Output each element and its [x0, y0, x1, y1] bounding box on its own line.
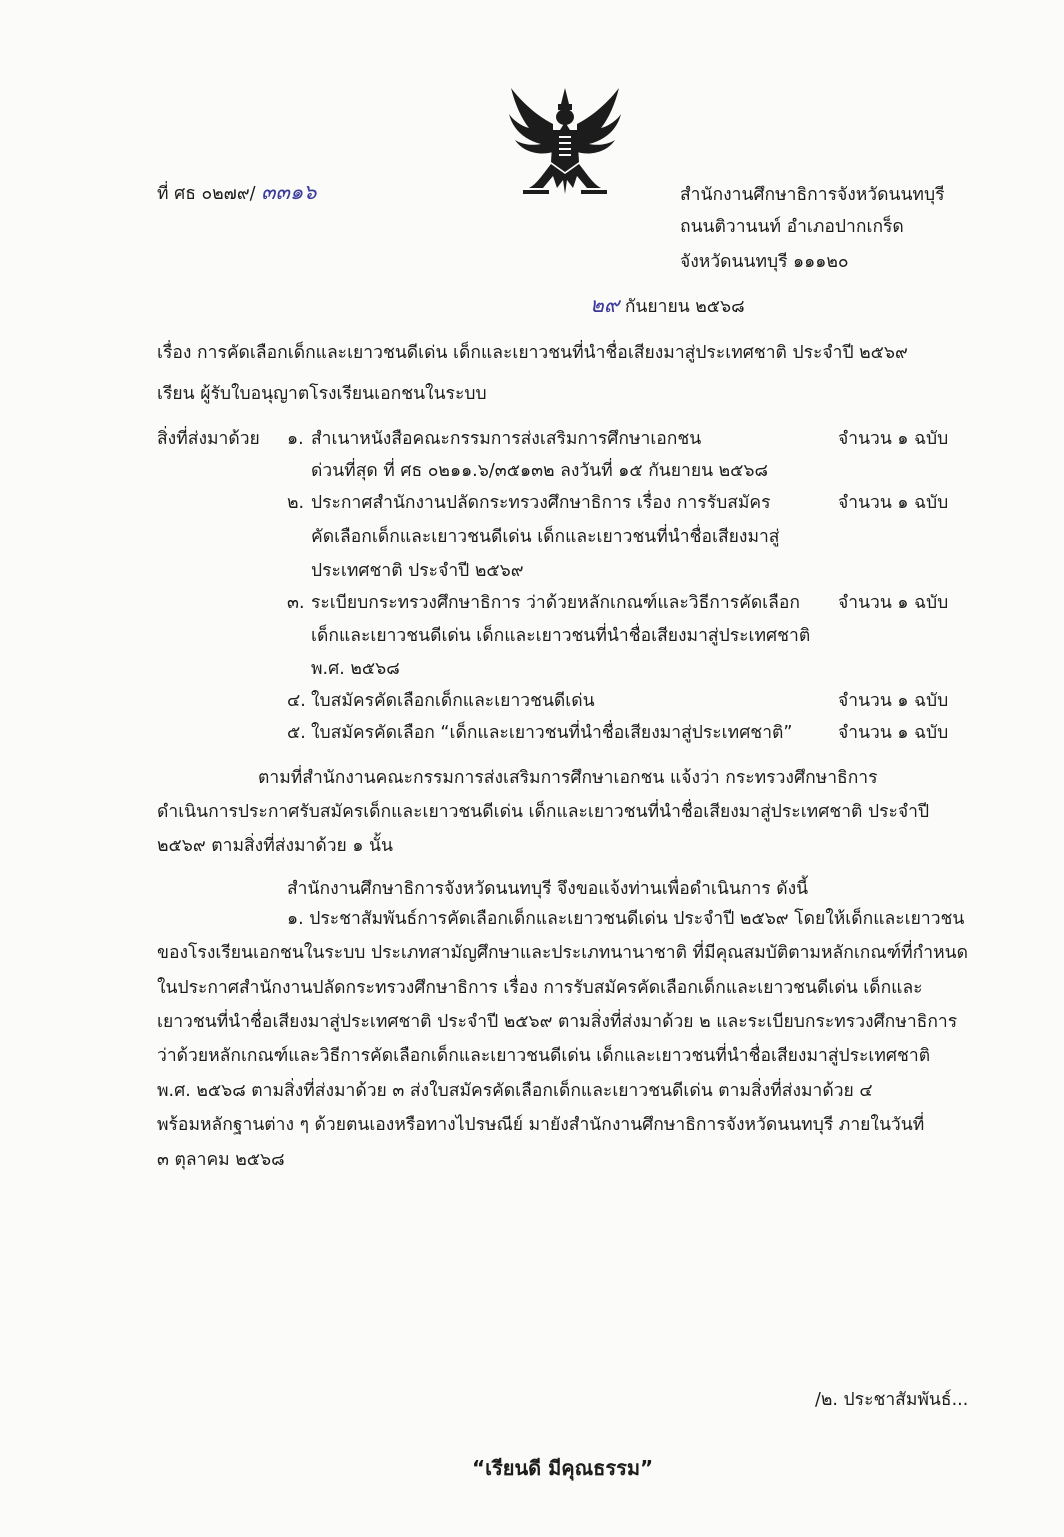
enclosure-line: ด่วนที่สุด ที่ ศธ ๐๒๑๑.๖/๓๕๑๓๒ ลงวันที่ ๑๕ กันยายน ๒๕๖๘: [311, 461, 769, 481]
date-month-year: กันยายน ๒๕๖๘: [624, 297, 745, 317]
subject-line: [157, 341, 908, 365]
document-date: [590, 293, 745, 319]
continuation-note: /๒. ประชาสัมพันธ์...: [815, 1390, 969, 1410]
enclosure-line: ระเบียบกระทรวงศึกษาธิการ ว่าด้วยหลักเกณฑ์และวิธีการคัดเลือก: [311, 593, 800, 613]
paragraph-3-line: พร้อมหลักฐานต่าง ๆ ด้วยตนเองหรือทางไปรษณีย์ มายังสำนักงานศึกษาธิการจังหวัดนนทบุรี ภายในวันที่: [157, 1115, 925, 1135]
paragraph-3-line: ๑. ประชาสัมพันธ์การคัดเลือกเด็กและเยาวชนดีเด่น ประจำปี ๒๕๖๙ โดยให้เด็กและเยาวชน: [287, 909, 965, 929]
paragraph-3-line: ๓ ตุลาคม ๒๕๖๘: [157, 1150, 285, 1170]
enclosure-line: ประเทศชาติ ประจำปี ๒๕๖๙: [311, 561, 524, 581]
enclosure-line: ประกาศสำนักงานปลัดกระทรวงศึกษาธิการ เรื่อง การรับสมัคร: [311, 493, 771, 513]
paragraph-1-line: ตามที่สำนักงานคณะกรรมการส่งเสริมการศึกษาเอกชน แจ้งว่า กระทรวงศึกษาธิการ: [258, 768, 878, 788]
enclosure-item-3: [287, 591, 800, 615]
motto: “เรียนดี มีคุณธรรม”: [472, 1456, 654, 1480]
enclosure-line: คัดเลือกเด็กและเยาวชนดีเด่น เด็กและเยาวชนที่นำชื่อเสียงมาสู่: [311, 527, 780, 547]
paragraph-3-line: พ.ศ. ๒๕๖๘ ตามสิ่งที่ส่งมาด้วย ๓ ส่งใบสมัครคัดเลือกเด็กและเยาวชนดีเด่น ตามสิ่งที่ส่งมาด้วย ๔: [157, 1081, 873, 1101]
enclosure-quantity: จำนวน ๑ ฉบับ: [838, 493, 949, 513]
enclosure-number: ๓.: [287, 593, 305, 613]
enclosure-item-5: [287, 721, 792, 745]
enclosure-quantity: จำนวน ๑ ฉบับ: [838, 429, 949, 449]
paragraph-3-line: ว่าด้วยหลักเกณฑ์และวิธีการคัดเลือกเด็กและเยาวชนดีเด่น เด็กและเยาวชนที่นำชื่อเสียงมาสู่ประเทศชาติ: [157, 1046, 931, 1066]
enclosures-label: สิ่งที่ส่งมาด้วย: [157, 429, 260, 449]
reference-prefix: ที่ ศธ ๐๒๗๙/: [157, 184, 256, 204]
date-day-handwritten: ๒๙: [590, 293, 620, 317]
paragraph-3-line: เยาวชนที่นำชื่อเสียงมาสู่ประเทศชาติ ประจำปี ๒๕๖๙ ตามสิ่งที่ส่งมาด้วย ๒ และระเบียบกระทรวงศึกษาธิการ: [157, 1012, 958, 1032]
paragraph-1-line: ๒๕๖๙ ตามสิ่งที่ส่งมาด้วย ๑ นั้น: [157, 836, 393, 856]
enclosure-quantity: จำนวน ๑ ฉบับ: [838, 593, 949, 613]
office-line-1: สำนักงานศึกษาธิการจังหวัดนนทบุรี: [680, 185, 945, 205]
enclosure-line: เด็กและเยาวชนดีเด่น เด็กและเยาวชนที่นำชื่อเสียงมาสู่ประเทศชาติ: [311, 626, 811, 646]
recipient-text: ผู้รับใบอนุญาตโรงเรียนเอกชนในระบบ: [200, 384, 487, 404]
enclosure-item-1: [287, 427, 701, 451]
enclosure-line: ใบสมัครคัดเลือก “เด็กและเยาวชนที่นำชื่อเสียงมาสู่ประเทศชาติ”: [311, 723, 793, 743]
subject-text: การคัดเลือกเด็กและเยาวชนดีเด่น เด็กและเยาวชนที่นำชื่อเสียงมาสู่ประเทศชาติ ประจำปี ๒๕๖๙: [197, 343, 908, 363]
recipient-label: เรียน: [157, 384, 195, 404]
enclosure-number: ๔.: [287, 691, 306, 711]
office-line-2: ถนนติวานนท์ อำเภอปากเกร็ด: [680, 217, 904, 237]
enclosure-number: ๒.: [287, 493, 305, 513]
enclosure-item-2: [287, 491, 771, 515]
office-line-3: จังหวัดนนทบุรี ๑๑๑๒๐: [680, 252, 849, 272]
subject-label: เรื่อง: [157, 343, 192, 363]
paragraph-3-line: ของโรงเรียนเอกชนในระบบ ประเภทสามัญศึกษาและประเภทนานาชาติ ที่มีคุณสมบัติตามหลักเกณฑ์ที่กำหนด: [157, 943, 968, 963]
enclosure-quantity: จำนวน ๑ ฉบับ: [838, 723, 949, 743]
paragraph-3-line: ในประกาศสำนักงานปลัดกระทรวงศึกษาธิการ เรื่อง การรับสมัครคัดเลือกเด็กและเยาวชนดีเด่น เด็กและ: [157, 978, 923, 998]
enclosure-line: พ.ศ. ๒๕๖๘: [311, 659, 400, 679]
enclosure-line: สำเนาหนังสือคณะกรรมการส่งเสริมการศึกษาเอกชน: [311, 429, 702, 449]
paragraph-2: สำนักงานศึกษาธิการจังหวัดนนทบุรี จึงขอแจ้งท่านเพื่อดำเนินการ ดังนี้: [287, 879, 809, 899]
enclosure-line: ใบสมัครคัดเลือกเด็กและเยาวชนดีเด่น: [311, 691, 595, 711]
enclosure-item-4: [287, 689, 595, 713]
reference-handwritten: ๓๓๑๖: [261, 180, 317, 204]
reference-number: [157, 180, 317, 206]
recipient-line: [157, 382, 487, 406]
paragraph-1-line: ดำเนินการประกาศรับสมัครเด็กและเยาวชนดีเด่น เด็กและเยาวชนที่นำชื่อเสียงมาสู่ประเทศชาติ ประจำปี: [157, 802, 930, 822]
garuda-emblem-icon: [503, 84, 627, 202]
enclosure-number: ๕.: [287, 723, 306, 743]
enclosure-number: ๑.: [287, 429, 304, 449]
enclosure-quantity: จำนวน ๑ ฉบับ: [838, 691, 949, 711]
